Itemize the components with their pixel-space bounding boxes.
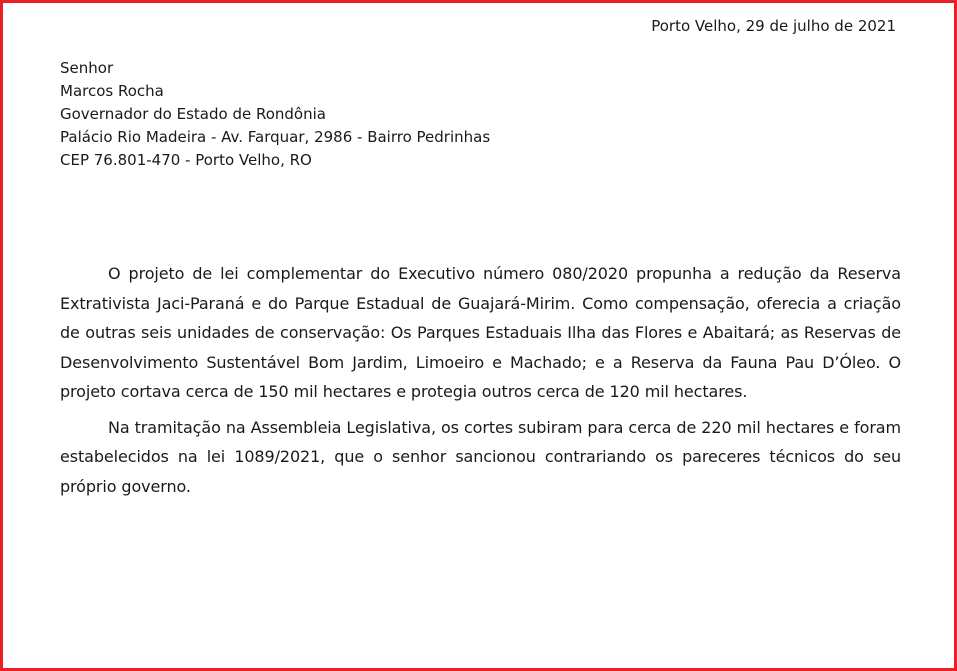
- recipient-name: Marcos Rocha: [60, 82, 164, 100]
- recipient-address: Palácio Rio Madeira - Av. Farquar, 2986 - Bairro Pedrinhas: [60, 128, 491, 146]
- recipient-block: [60, 57, 490, 172]
- recipient-title: Governador do Estado de Rondônia: [60, 105, 326, 123]
- body-paragraph: Na tramitação na Assembleia Legislativa, os cortes subiram para cerca de 220 mil hectares e foram estabelecidos na lei 1089/2021, que o senhor sancionou contrariando os pareceres técnicos do seu próprio governo.: [60, 417, 901, 496]
- recipient-salutation: Senhor: [60, 59, 114, 77]
- recipient-postal: CEP 76.801-470 - Porto Velho, RO: [60, 151, 312, 169]
- letter-body: [60, 259, 901, 507]
- body-paragraph: O projeto de lei complementar do Executivo número 080/2020 propunha a redução da Reserva Extrativista Jaci-Paraná e do Parque Estadual de Guajará-Mirim. Como compensação, oferecia a criação de outras seis unidades de conservação: Os Parques Estaduais Ilha das Flores e Abaitará; as Reservas de Desenvolvimento Sustentável Bom Jardim, Limoeiro e Machado; e a Reserva da Fauna Pau D’Óleo. O projeto cortava cerca de 150 mil hectares e protegia outros cerca de 120 mil hectares.: [60, 264, 901, 401]
- letter-date: Porto Velho, 29 de julho de 2021: [651, 17, 896, 35]
